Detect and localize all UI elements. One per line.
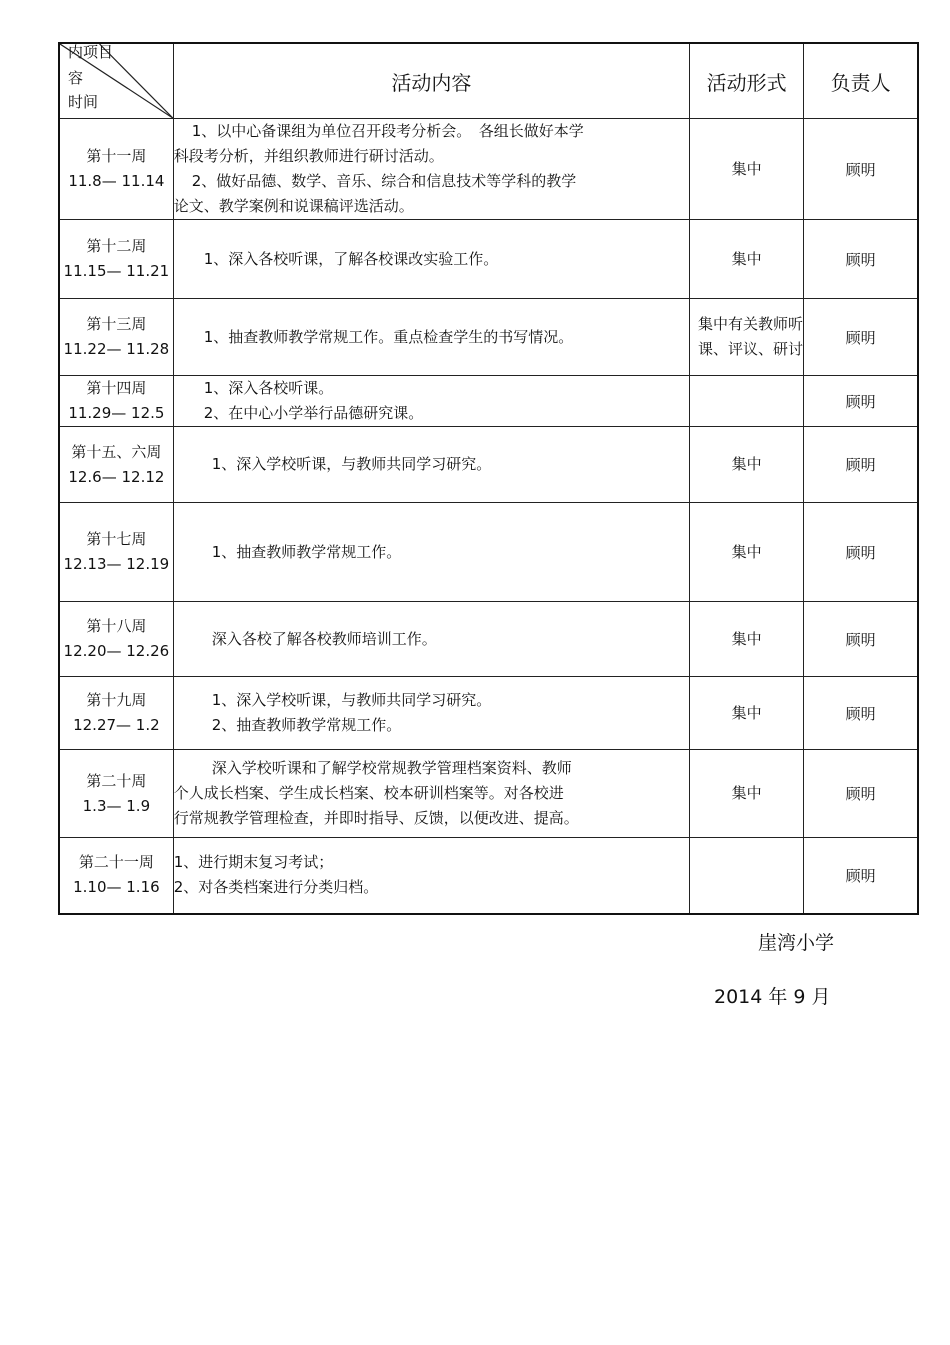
week-label: 第十四周 <box>86 379 147 397</box>
activity-line: 1、以中心备课组为单位召开段考分析会。 各组长做好本学 <box>191 122 584 140</box>
activity-line: 2、抽查教师教学常规工作。 <box>211 716 402 734</box>
week-dates: 12.20— 12.26 <box>63 642 170 660</box>
activity-line: 深入学校听课和了解学校常规教学管理档案资料、教师 <box>211 759 572 777</box>
week-label: 第十一周 <box>86 147 147 165</box>
table-row <box>59 376 918 427</box>
week-dates: 1.3— 1.9 <box>82 796 151 815</box>
activity-cell <box>173 750 689 838</box>
activity-line: 1、抽查教师教学常规工作。重点检查学生的书写情况。 <box>203 327 574 346</box>
table-row <box>59 220 918 299</box>
week-label: 第十九周 <box>86 691 147 709</box>
form-cell <box>689 838 803 914</box>
owner-cell: 顾明 <box>804 750 918 838</box>
week-cell <box>59 376 173 427</box>
activity-cell <box>173 119 689 220</box>
activity-cell <box>173 677 689 750</box>
week-dates: 12.6— 12.12 <box>68 467 165 486</box>
owner-cell: 顾明 <box>804 119 918 220</box>
form-cell <box>689 376 803 427</box>
activity-line: 深入各校了解各校教师培训工作。 <box>211 629 437 648</box>
activity-line: 论文、教学案例和说课稿评选活动。 <box>173 197 414 215</box>
activity-cell <box>173 838 689 914</box>
table-row <box>59 750 918 838</box>
header-content: 活动内容 <box>173 43 689 119</box>
table-row <box>59 602 918 677</box>
week-dates: 11.22— 11.28 <box>63 340 170 358</box>
week-cell <box>59 677 173 750</box>
diag-label-top: 内项目 <box>68 43 114 61</box>
owner-cell: 顾明 <box>804 299 918 376</box>
form-cell: 集中 <box>689 503 803 602</box>
week-label: 第二十一周 <box>78 853 154 872</box>
week-dates: 11.29— 12.5 <box>68 404 165 422</box>
header-row <box>59 43 918 119</box>
activity-line: 1、进行期末复习考试； <box>173 853 334 872</box>
header-owner: 负责人 <box>804 43 918 119</box>
diag-label-mid: 容 <box>68 69 84 87</box>
diag-label-bottom: 时间 <box>68 93 99 111</box>
activity-line: 2、对各类档案进行分类归档。 <box>173 878 379 897</box>
schedule-table <box>58 42 919 915</box>
week-dates: 12.27— 1.2 <box>73 716 160 734</box>
week-cell <box>59 602 173 677</box>
week-label: 第十五、六周 <box>71 442 162 461</box>
form-cell: 集中 <box>689 220 803 299</box>
week-dates: 11.15— 11.21 <box>63 262 170 280</box>
activity-cell <box>173 299 689 376</box>
school-name: 崖湾小学 <box>758 932 835 954</box>
week-cell <box>59 503 173 602</box>
owner-cell: 顾明 <box>804 677 918 750</box>
table-row <box>59 427 918 503</box>
week-cell <box>59 220 173 299</box>
activity-cell <box>173 427 689 503</box>
activity-line: 1、深入各校听课，了解各校课改实验工作。 <box>203 249 499 268</box>
activity-line: 个人成长档案、学生成长档案、校本研训档案等。对各校进 <box>173 784 564 802</box>
week-cell <box>59 299 173 376</box>
week-label: 第十七周 <box>86 530 147 548</box>
week-label: 第十八周 <box>86 617 147 635</box>
activity-line: 2、做好品德、数学、音乐、综合和信息技术等学科的教学 <box>191 172 577 190</box>
table-row <box>59 119 918 220</box>
form-cell: 集中 <box>689 677 803 750</box>
activity-cell <box>173 602 689 677</box>
week-cell <box>59 427 173 503</box>
owner-cell: 顾明 <box>804 503 918 602</box>
table-row <box>59 503 918 602</box>
form-cell: 集中 <box>689 427 803 503</box>
week-dates: 1.10— 1.16 <box>73 878 160 897</box>
form-cell: 集中有关教师听课、评议、研讨 <box>689 299 803 376</box>
activity-line: 1、抽查教师教学常规工作。 <box>211 542 402 561</box>
form-cell: 集中 <box>689 602 803 677</box>
form-cell: 集中 <box>689 119 803 220</box>
activity-cell <box>173 503 689 602</box>
activity-line: 1、深入学校听课，与教师共同学习研究。 <box>211 455 492 473</box>
activity-cell <box>173 220 689 299</box>
owner-cell: 顾明 <box>804 602 918 677</box>
week-cell <box>59 838 173 914</box>
table-row <box>59 299 918 376</box>
owner-cell: 顾明 <box>804 220 918 299</box>
activity-cell <box>173 376 689 427</box>
week-label: 第二十周 <box>86 771 147 790</box>
document-date: 2014 年 9 月 <box>714 986 831 1008</box>
week-cell <box>59 750 173 838</box>
week-cell <box>59 119 173 220</box>
week-dates: 12.13— 12.19 <box>63 555 170 573</box>
owner-cell: 顾明 <box>804 376 918 427</box>
activity-line: 1、深入各校听课。 <box>203 379 334 397</box>
diagonal-header-cell <box>59 43 173 119</box>
table-row <box>59 838 918 914</box>
week-label: 第十三周 <box>86 315 147 333</box>
activity-line: 行常规教学管理检查，并即时指导、反馈，以便改进、提高。 <box>173 809 579 827</box>
header-form: 活动形式 <box>689 43 803 119</box>
activity-line: 1、深入学校听课，与教师共同学习研究。 <box>211 691 492 709</box>
owner-cell: 顾明 <box>804 838 918 914</box>
owner-cell: 顾明 <box>804 427 918 503</box>
week-dates: 11.8— 11.14 <box>68 172 165 190</box>
table-row <box>59 677 918 750</box>
week-label: 第十二周 <box>86 237 147 255</box>
form-cell: 集中 <box>689 750 803 838</box>
activity-line: 科段考分析，并组织教师进行研讨活动。 <box>173 147 444 165</box>
activity-line: 2、在中心小学举行品德研究课。 <box>203 404 424 422</box>
